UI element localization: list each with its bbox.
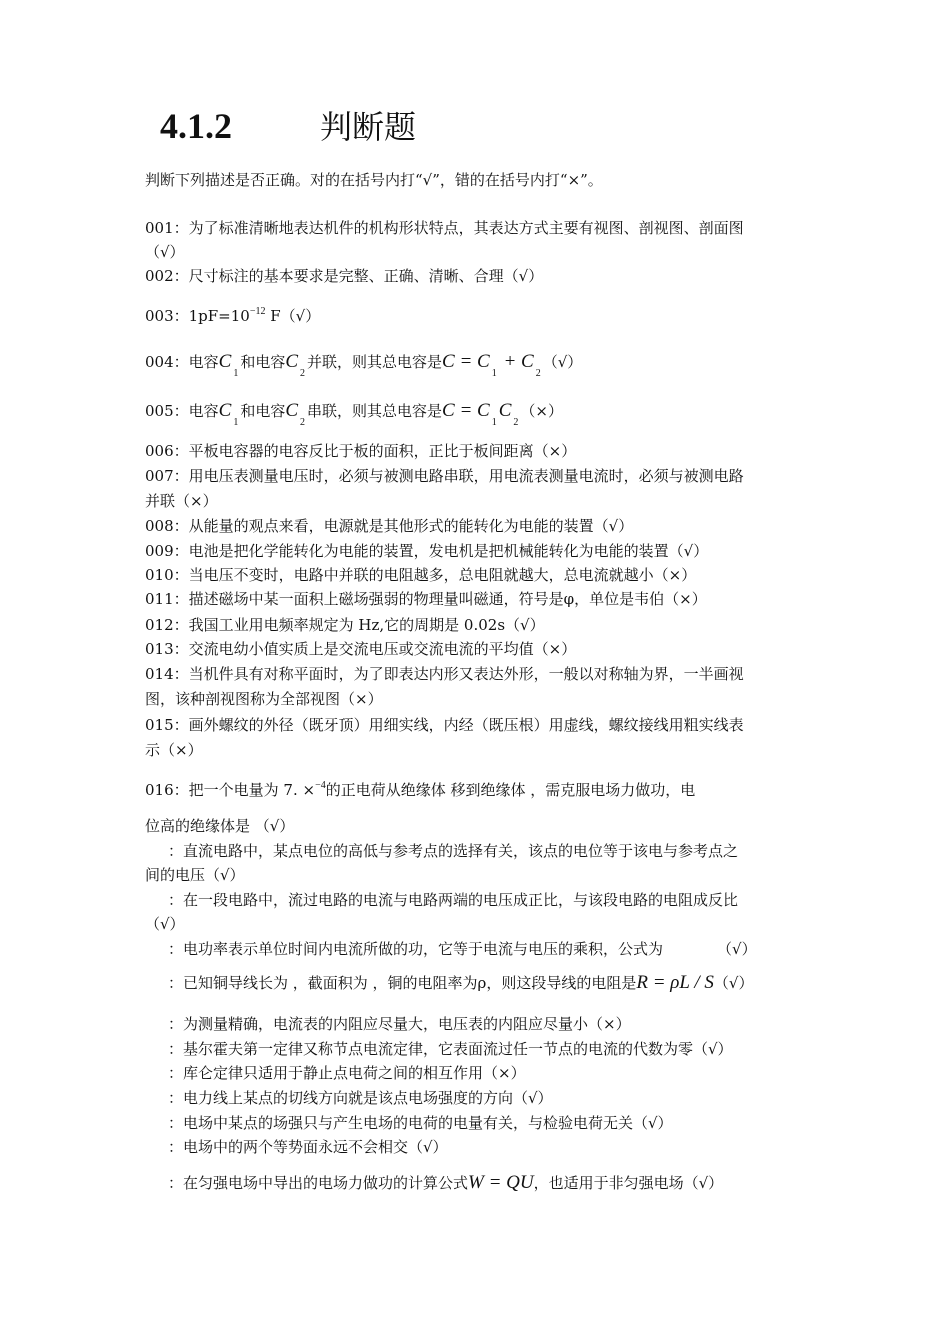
item-005-text-3: 串联，则其总电容是 — [307, 402, 443, 420]
math-sum-eq: C = C — [442, 351, 490, 372]
item-013: 013：交流电幼小值实质上是交流电压或交流电流的平均值（×） — [145, 640, 577, 658]
item-015: 015：画外螺纹的外径（既牙顶）用细实线，内经（既压根）用虚线，螺纹接线用粗实线表 — [145, 716, 744, 734]
item-016-text: 016：把一个电量为 7. × — [145, 781, 316, 799]
math-sub-2d: 2 — [513, 417, 519, 428]
item-016-text-2: 的正电荷从绝缘体 移到绝缘体 ，需克服电场力做功，电 — [325, 781, 696, 799]
item-015-cont: 示（×） — [145, 741, 203, 759]
item-017-cont: 间的电压（√） — [145, 866, 245, 884]
item-016-exponent: −4 — [315, 780, 326, 791]
item-002: 002：尺寸标注的基本要求是完整、正确、清晰、合理（√） — [145, 267, 544, 285]
item-003-text: 003：1pF=10 — [145, 307, 250, 325]
math-plus: + C — [498, 351, 534, 372]
item-022: ：基尔霍夫第一定律又称节点电流定律，它表面流过任一节点的电流的代数为零（√） — [168, 1040, 733, 1058]
item-027 — [168, 1172, 723, 1194]
section-number: 4.1.2 — [160, 106, 232, 146]
item-014: 014：当机件具有对称平面时，为了即表达内形又表达外形，一般以对称轴为界，一半画视 — [145, 665, 744, 683]
item-018-cont: （√） — [145, 915, 185, 933]
item-019-mark: （√） — [717, 940, 757, 958]
math-c2-b: C — [285, 400, 299, 421]
item-005-text-2: 和电容 — [240, 402, 286, 420]
item-001: 001：为了标准清晰地表达机件的机构形状特点，其表达方式主要有视图、剖视图、剖面图 — [145, 219, 744, 237]
item-016-cont: 位高的绝缘体是 （√） — [145, 817, 295, 835]
section-heading — [160, 102, 416, 148]
item-004 — [145, 351, 583, 379]
item-018: ：在一段电路中，流过电路的电流与电路两端的电压成正比，与该段电路的电阻成反比 — [168, 891, 739, 909]
item-012: 012：我国工业用电频率规定为 Hz,它的周期是 0.02s（√） — [145, 616, 545, 634]
item-005-mark: （×） — [520, 402, 563, 420]
item-004-text-3: 并联，则其总电容是 — [307, 353, 443, 371]
item-003-exponent: −12 — [249, 306, 266, 317]
item-024: ：电力线上某点的切线方向就是该点电场强度的方向（√） — [168, 1089, 553, 1107]
math-sub-1c: 1 — [233, 417, 239, 428]
math-sub-1b: 1 — [491, 368, 497, 379]
item-016 — [145, 779, 695, 804]
math-sub-2: 2 — [300, 368, 306, 379]
item-008: 008：从能量的观点来看，电源就是其他形式的能转化为电能的装置（√） — [145, 517, 634, 535]
item-004-text: 004：电容 — [145, 353, 219, 371]
math-sub-1d: 1 — [491, 417, 497, 428]
math-sub-2c: 2 — [300, 417, 306, 428]
item-019 — [168, 938, 757, 960]
item-011: 011：描述磁场中某一面积上磁场强弱的物理量叫磁通，符号是φ，单位是韦伯（×） — [145, 590, 707, 608]
item-020-mark: （√） — [713, 974, 754, 992]
item-004-text-2: 和电容 — [240, 353, 286, 371]
item-020-text: ：已知铜导线长为 ，截面积为 ，铜的电阻率为ρ，则这段导线的电阻是 — [168, 974, 637, 992]
item-005 — [145, 400, 563, 428]
math-work: W = QU — [468, 1172, 534, 1193]
math-c-prod: C — [498, 400, 512, 421]
item-025: ：电场中某点的场强只与产生电场的电荷的电量有关，与检验电荷无关（√） — [168, 1114, 673, 1132]
item-009: 009：电池是把化学能转化为电能的装置，发电机是把机械能转化为电能的装置（√） — [145, 542, 709, 560]
item-021: ：为测量精确，电流表的内阻应尽量大，电压表的内阻应尽量小（×） — [168, 1015, 631, 1033]
item-001-mark: （√） — [145, 243, 185, 261]
item-023: ：库仑定律只适用于静止点电荷之间的相互作用（×） — [168, 1064, 526, 1082]
item-006: 006：平板电容器的电容反比于板的面积，正比于板间距离（×） — [145, 442, 577, 460]
item-010: 010：当电压不变时，电路中并联的电阻越多，总电阻就越大，总电流就越小（×） — [145, 566, 697, 584]
math-prod-eq: C = C — [442, 400, 490, 421]
math-c2: C — [285, 351, 299, 372]
item-027-tail: ，也适用于非匀强电场（√） — [533, 1174, 724, 1192]
item-007-cont: 并联（×） — [145, 492, 218, 510]
item-027-text: ：在匀强电场中导出的电场力做功的计算公式 — [168, 1174, 469, 1192]
item-004-mark: （√） — [542, 353, 583, 371]
item-005-text: 005：电容 — [145, 402, 219, 420]
math-c1: C — [218, 351, 232, 372]
math-resistance: R = ρL / S — [636, 972, 714, 993]
math-sub-2b: 2 — [535, 368, 541, 379]
item-017: ：直流电路中，某点电位的高低与参考点的选择有关，该点的电位等于该电与参考点之 — [168, 842, 739, 860]
item-019-text: ：电功率表示单位时间内电流所做的功，它等于电流与电压的乘积，公式为 — [168, 940, 664, 958]
item-014-cont: 图，该种剖视图称为全部视图（×） — [145, 690, 383, 708]
math-sub-1: 1 — [233, 368, 239, 379]
item-003-tail: F（√） — [265, 307, 321, 325]
section-title: 判断题 — [320, 108, 417, 146]
item-026: ：电场中的两个等势面永远不会相交（√） — [168, 1138, 448, 1156]
item-007: 007：用电压表测量电压时，必须与被测电路串联，用电流表测量电流时，必须与被测电路 — [145, 467, 744, 485]
item-020 — [168, 972, 753, 994]
math-c1-b: C — [218, 400, 232, 421]
instruction-text: 判断下列描述是否正确。对的在括号内打“√”，错的在括号内打“×”。 — [145, 171, 603, 189]
item-003 — [145, 305, 320, 330]
